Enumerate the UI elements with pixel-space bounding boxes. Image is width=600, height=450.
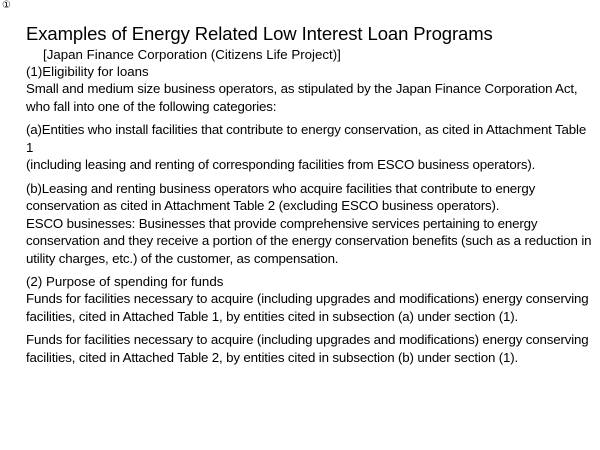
section-purpose <box>26 273 596 366</box>
esco-definition-line-3: utility charges, etc.) of the customer, as compensation. <box>26 250 339 266</box>
section-heading-purpose: (2) Purpose of spending for funds <box>26 274 224 289</box>
eligibility-item-a-line-2: (including leasing and renting of corresponding facilities from ESCO business operators). <box>26 157 536 172</box>
section-heading-eligibility: (1)Eligibility for loans <box>26 64 149 79</box>
section-eligibility <box>26 63 596 267</box>
eligibility-intro-line-2: who fall into one of the following categories: <box>26 98 277 114</box>
eligibility-intro-line-1: Small and medium size business operators, as stipulated by the Japan Finance Corporation Act, <box>26 81 578 96</box>
purpose-para-1-line-2: facilities, cited in Attached Table 1, by entities cited in subsection (a) under section (1). <box>26 308 519 324</box>
purpose-para-2-line-2: facilities, cited in Attached Table 2, by entities cited in subsection (b) under section (1). <box>26 349 519 365</box>
page-title: Examples of Energy Related Low Interest Loan Programs <box>26 23 493 44</box>
esco-definition-line-1: ESCO businesses: Businesses that provide comprehensive services pertaining to energy <box>26 215 538 231</box>
eligibility-item-b-line-1: (b)Leasing and renting business operators who acquire facilities that contribute to energy <box>26 180 536 196</box>
purpose-para-2-line-1: Funds for facilities necessary to acquire (including upgrades and modifications) energy conserving <box>26 332 589 347</box>
eligibility-item-a-line-1: (a)Entities who install facilities that contribute to energy conservation, as cited in Attachment Table 1 <box>26 122 587 155</box>
document-content <box>26 23 596 366</box>
purpose-para-1-line-1: Funds for facilities necessary to acquire (including upgrades and modifications) energy conserving <box>26 291 589 306</box>
page-subtitle: [Japan Finance Corporation (Citizens Life Project)] <box>43 47 341 62</box>
eligibility-item-b-line-2: conservation as cited in Attachment Table 2 (excluding ESCO business operators). <box>26 198 500 213</box>
slide-number-mark: ① <box>2 0 11 11</box>
esco-definition-line-2: conservation and they receive a portion of the energy conservation benefits (such as a reduction in <box>26 233 592 248</box>
